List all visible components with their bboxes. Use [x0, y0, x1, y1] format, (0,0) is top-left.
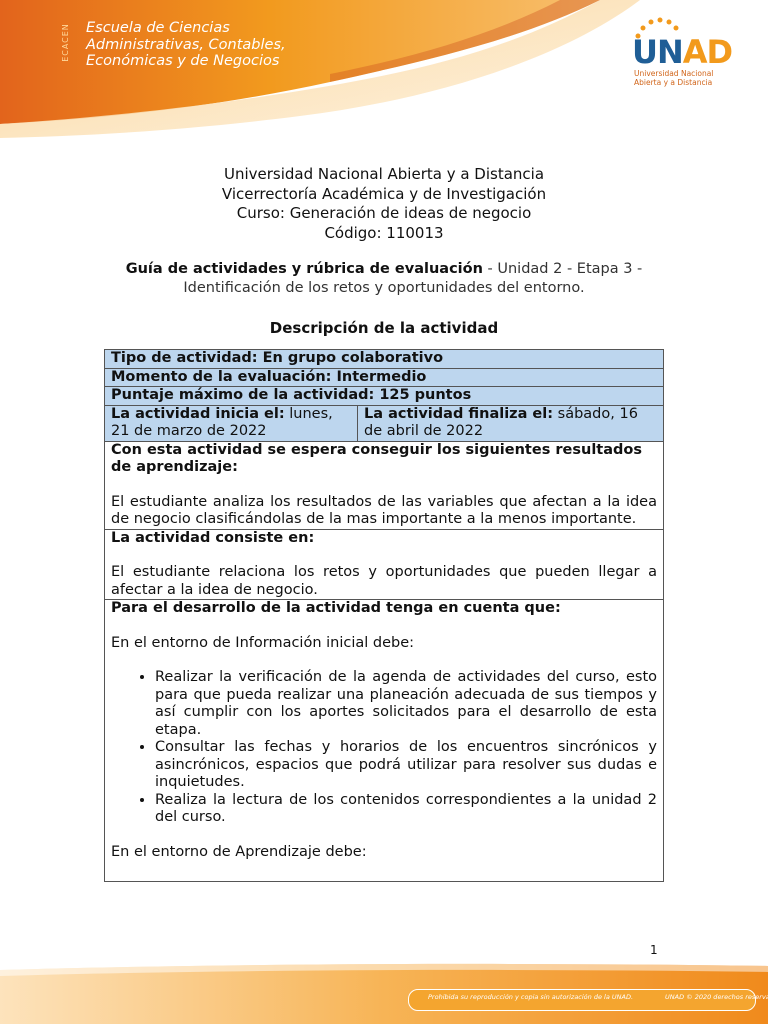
guide-title-bold: Guía de actividades y rúbrica de evaluación — [125, 261, 483, 277]
table-row — [105, 350, 664, 369]
end-date-label: La actividad finaliza el: — [364, 405, 554, 422]
list-item: • Consultar las fechas y horarios de los encuentros sincrónicos y asincrónicos, espacios que podrá utilizar para resolver sus dudas e inquietudes. — [155, 739, 657, 792]
table-row — [105, 529, 664, 600]
activity-consists-heading: La actividad consiste en: — [111, 529, 315, 546]
learning-outcomes-text: El estudiante analiza los resultados de las variables que afectan a la idea de negocio clasificándolas de la mas importante a la menos importante. — [111, 493, 657, 527]
learning-env-text: En el entorno de Aprendizaje debe: — [111, 843, 367, 860]
page-number: 1 — [650, 943, 658, 957]
school-badge — [62, 22, 78, 70]
evaluation-moment-cell: Momento de la evaluación: Intermedio — [105, 368, 664, 387]
table-row — [105, 600, 664, 882]
activity-table — [104, 349, 664, 882]
school-badge-text: ECACEN — [60, 23, 70, 62]
start-date-value: lunes, 21 de marzo de 2022 — [111, 405, 333, 439]
table-row — [105, 441, 664, 529]
footer-rights: UNAD © 2020 derechos reservados. — [665, 993, 783, 1001]
start-date-label: La actividad inicia el: — [111, 405, 285, 422]
activity-consists-text: El estudiante relaciona los retos y oportunidades que pueden llegar a afectar a la idea de negocio. — [111, 564, 657, 598]
end-date-value: sábado, 16 de abril de 2022 — [364, 405, 638, 439]
logo-subtitle — [634, 70, 713, 87]
unad-logo — [628, 16, 748, 86]
guide-title — [100, 260, 668, 298]
start-date-cell — [105, 405, 358, 441]
activity-consists-cell — [105, 529, 664, 600]
max-score-cell: Puntaje máximo de la actividad: 125 puntos — [105, 387, 664, 406]
instructions-list — [111, 669, 657, 827]
footer-notice: Prohibida su reproducción y copia sin autorización de la UNAD. — [428, 993, 634, 1001]
university-title: Universidad Nacional Abierta y a Distancia — [223, 165, 545, 183]
logo-wordmark: UNAD — [632, 33, 733, 71]
school-name — [86, 20, 346, 70]
activity-type-cell: Tipo de actividad: En grupo colaborativo — [105, 350, 664, 369]
guide-title-rest: - Unidad 2 - Etapa 3 - Identificación de los retos y oportunidades del entorno. — [183, 261, 643, 296]
school-line: Escuela de Ciencias — [86, 20, 230, 36]
document-titles — [0, 165, 768, 243]
initial-info-text: En el entorno de Información inicial debe: — [111, 634, 415, 651]
table-row — [105, 368, 664, 387]
learning-outcomes-cell — [105, 441, 664, 529]
development-heading: Para el desarrollo de la actividad tenga en cuenta que: — [111, 600, 561, 616]
list-item: • Realiza la lectura de los contenidos correspondientes a la unidad 2 del curso. — [155, 792, 657, 827]
table-row — [105, 387, 664, 406]
development-cell — [105, 600, 664, 882]
table-row — [105, 405, 664, 441]
course-code: Código: 110013 — [324, 223, 444, 242]
school-line: Económicas y de Negocios — [86, 53, 280, 69]
school-line: Administrativas, Contables, — [86, 36, 286, 53]
logo-subtitle-line: Abierta y a Distancia — [634, 77, 713, 87]
section-title: Descripción de la actividad — [269, 319, 499, 337]
logo-subtitle-line: Universidad Nacional — [634, 69, 714, 78]
learning-outcomes-heading: Con esta actividad se espera conseguir los siguientes resultados de aprendizaje: — [111, 441, 642, 475]
list-item: • Realizar la verificación de la agenda de actividades del curso, esto para que pueda realizar una planeación adecuada de sus tiempos y así cumplir con los aportes solicitados para el desarrollo de esta etapa. — [155, 669, 657, 739]
vice-rectory-title: Vicerrectoría Académica y de Investigación — [221, 184, 547, 203]
course-title: Curso: Generación de ideas de negocio — [236, 204, 532, 222]
end-date-cell — [358, 405, 664, 441]
